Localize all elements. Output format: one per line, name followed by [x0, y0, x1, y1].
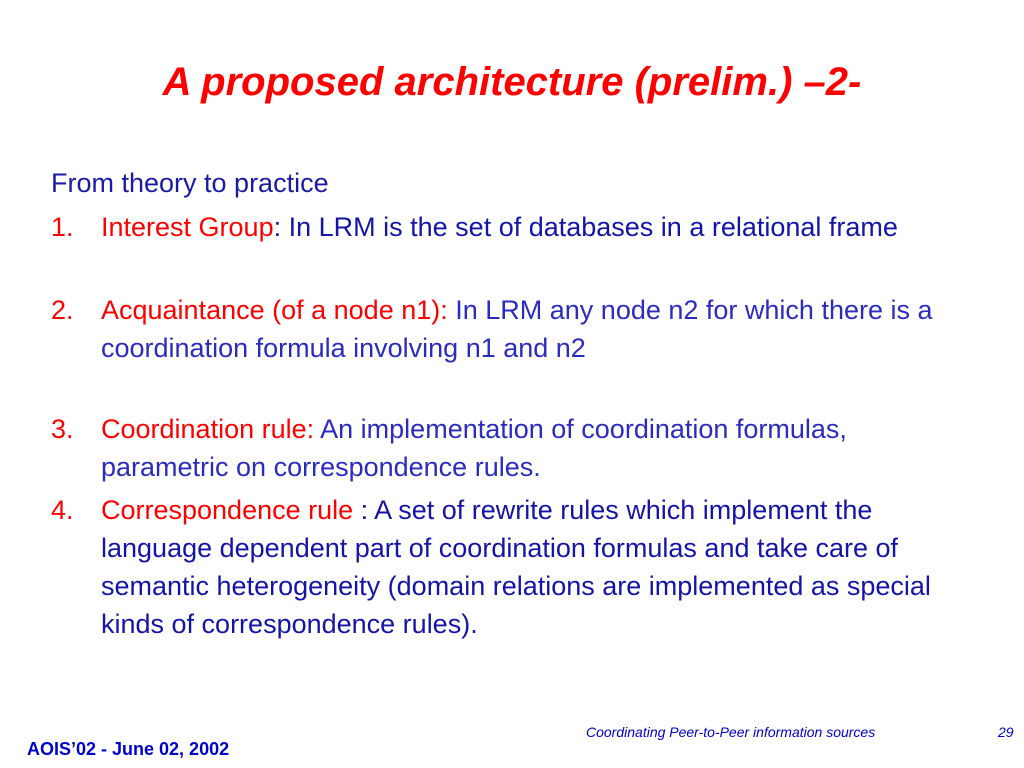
list-item-description: An implementation of coordination formulas, parametric on correspondence rules.	[101, 414, 847, 482]
list-item-term: Coordination rule:	[101, 414, 315, 444]
list-item-number: 1.	[51, 212, 74, 242]
intro-line: From theory to practice	[51, 168, 329, 198]
list-item-body	[101, 291, 961, 367]
list-item-body	[101, 410, 961, 486]
list-item-body	[101, 208, 961, 246]
list-item-number: 4.	[51, 495, 74, 525]
list-item-body	[101, 491, 961, 643]
list-item-separator: :	[273, 212, 282, 242]
slide-title: A proposed architecture (prelim.) –2-	[162, 60, 862, 104]
footer-caption: Coordinating Peer-to-Peer information sources	[586, 724, 876, 740]
list-item-description: : A set of rewrite rules which implement the language dependent part of coordination formulas and take care of semantic heterogeneity (domain relations are implemented as special kinds of correspondence rules).	[101, 495, 931, 639]
list-item-number: 2.	[51, 295, 74, 325]
list-item-description: In LRM any node n2 for which there is a coordination formula involving n1 and n2	[101, 295, 933, 363]
list-item-term: Correspondence rule	[101, 495, 354, 525]
list-item-description: In LRM is the set of databases in a relational frame	[281, 212, 898, 242]
list-item-number: 3.	[51, 414, 74, 444]
page-number: 29	[998, 724, 1014, 740]
list-item-term: Acquaintance (of a node n1):	[101, 295, 448, 325]
list-item-term: Interest Group	[101, 212, 274, 242]
footer-conference: AOIS’02 - June 02, 2002	[27, 739, 230, 759]
